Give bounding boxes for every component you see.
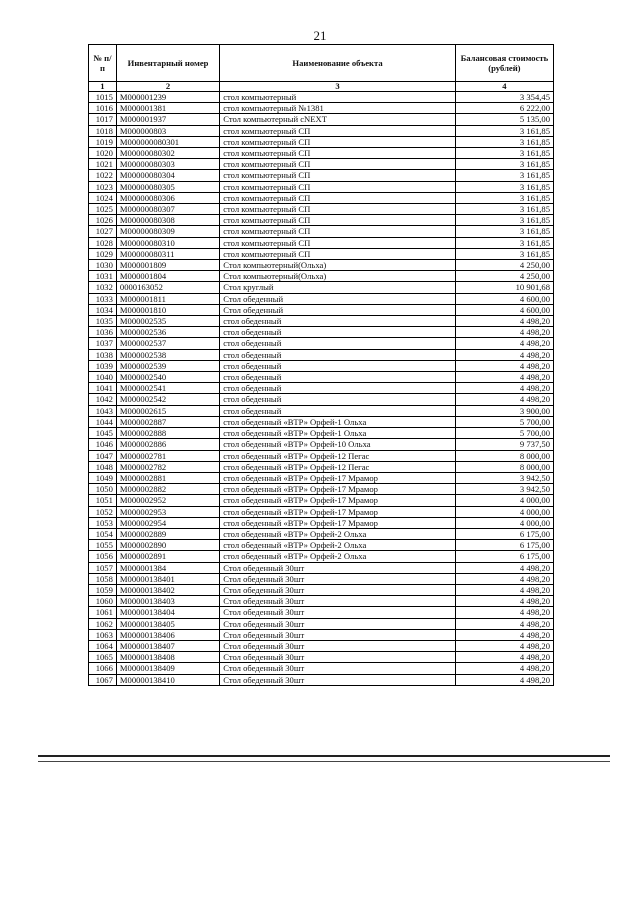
table-row — [89, 607, 554, 618]
balance-cost: 3 161,85 — [455, 181, 553, 192]
inventory-number: 0000163052 — [116, 282, 219, 293]
balance-cost: 3 161,85 — [455, 192, 553, 203]
header-balance-cost: Балансовая стоимость (рублей) — [455, 45, 553, 82]
object-name: стол компьютерный СП — [220, 248, 456, 259]
balance-cost: 4 498,20 — [455, 383, 553, 394]
table-row — [89, 573, 554, 584]
row-number: 1041 — [89, 383, 117, 394]
balance-cost: 3 161,85 — [455, 136, 553, 147]
inventory-number: М000002887 — [116, 416, 219, 427]
balance-cost: 4 498,20 — [455, 596, 553, 607]
row-number: 1061 — [89, 607, 117, 618]
object-name: Стол компьютерный cNEXT — [220, 114, 456, 125]
inventory-number: М00000138409 — [116, 663, 219, 674]
table-row — [89, 260, 554, 271]
table-row — [89, 428, 554, 439]
table-row — [89, 663, 554, 674]
balance-cost: 4 600,00 — [455, 293, 553, 304]
row-number: 1050 — [89, 484, 117, 495]
inventory-number: М000001384 — [116, 562, 219, 573]
object-name: стол обеденный «ВТР» Орфей-17 Мрамор — [220, 506, 456, 517]
table-row — [89, 293, 554, 304]
object-name: Стол обеденный 30шт — [220, 663, 456, 674]
balance-cost: 6 222,00 — [455, 103, 553, 114]
table-row — [89, 215, 554, 226]
inventory-number: М000001811 — [116, 293, 219, 304]
header-inventory-number: Инвентарный номер — [116, 45, 219, 82]
balance-cost: 4 498,20 — [455, 327, 553, 338]
row-number: 1033 — [89, 293, 117, 304]
inventory-number: М000002536 — [116, 327, 219, 338]
row-number: 1040 — [89, 372, 117, 383]
inventory-number: М000002888 — [116, 428, 219, 439]
row-number: 1031 — [89, 271, 117, 282]
inventory-number: М00000080302 — [116, 148, 219, 159]
row-number: 1017 — [89, 114, 117, 125]
inventory-number: М000001809 — [116, 260, 219, 271]
table-row — [89, 640, 554, 651]
balance-cost: 4 000,00 — [455, 506, 553, 517]
row-number: 1059 — [89, 584, 117, 595]
header-num: № п/п — [89, 45, 117, 82]
object-name: стол обеденный «ВТР» Орфей-17 Мрамор — [220, 517, 456, 528]
inventory-number: М000002535 — [116, 316, 219, 327]
table-row — [89, 170, 554, 181]
object-name: стол компьютерный — [220, 92, 456, 103]
row-number: 1035 — [89, 316, 117, 327]
balance-cost: 4 498,20 — [455, 629, 553, 640]
object-name: стол компьютерный СП — [220, 170, 456, 181]
table-row — [89, 372, 554, 383]
balance-cost: 4 250,00 — [455, 260, 553, 271]
object-name: стол обеденный — [220, 372, 456, 383]
balance-cost: 4 250,00 — [455, 271, 553, 282]
table-body — [89, 92, 554, 686]
object-name: стол обеденный «ВТР» Орфей-2 Ольха — [220, 551, 456, 562]
footer-divider-thin — [38, 761, 610, 762]
table-row — [89, 562, 554, 573]
inventory-number: М000002781 — [116, 450, 219, 461]
object-name: стол компьютерный СП — [220, 204, 456, 215]
inventory-number: М00000138408 — [116, 652, 219, 663]
balance-cost: 10 901,68 — [455, 282, 553, 293]
inventory-number: М000000080301 — [116, 136, 219, 147]
footer-divider — [38, 755, 610, 757]
balance-cost: 4 498,20 — [455, 394, 553, 405]
object-name: Стол обеденный — [220, 293, 456, 304]
row-number: 1060 — [89, 596, 117, 607]
column-numbers-row — [89, 82, 554, 92]
row-number: 1023 — [89, 181, 117, 192]
inventory-number: М000001239 — [116, 92, 219, 103]
balance-cost: 4 498,20 — [455, 607, 553, 618]
inventory-number: М00000080307 — [116, 204, 219, 215]
table-row — [89, 450, 554, 461]
inventory-number: М00000138402 — [116, 584, 219, 595]
table-row — [89, 304, 554, 315]
row-number: 1048 — [89, 461, 117, 472]
row-number: 1037 — [89, 338, 117, 349]
balance-cost: 3 161,85 — [455, 148, 553, 159]
table-row — [89, 316, 554, 327]
balance-cost: 3 354,45 — [455, 92, 553, 103]
object-name: стол обеденный — [220, 383, 456, 394]
row-number: 1018 — [89, 125, 117, 136]
inventory-number: М000001810 — [116, 304, 219, 315]
object-name: стол обеденный «ВТР» Орфей-17 Мрамор — [220, 484, 456, 495]
balance-cost: 4 498,20 — [455, 640, 553, 651]
balance-cost: 3 161,85 — [455, 237, 553, 248]
table-row — [89, 204, 554, 215]
row-number: 1052 — [89, 506, 117, 517]
row-number: 1028 — [89, 237, 117, 248]
row-number: 1034 — [89, 304, 117, 315]
inventory-number: М00000138401 — [116, 573, 219, 584]
object-name: Стол обеденный 30шт — [220, 629, 456, 640]
inventory-number: М00000138410 — [116, 674, 219, 685]
inventory-number: М000002782 — [116, 461, 219, 472]
object-name: стол обеденный «ВТР» Орфей-2 Ольха — [220, 528, 456, 539]
object-name: стол обеденный — [220, 327, 456, 338]
table-header-row — [89, 45, 554, 82]
table-row — [89, 551, 554, 562]
object-name: стол обеденный «ВТР» Орфей-17 Мрамор — [220, 472, 456, 483]
table-row — [89, 629, 554, 640]
inventory-number: М000002890 — [116, 540, 219, 551]
object-name: стол обеденный — [220, 338, 456, 349]
inventory-number: М00000080304 — [116, 170, 219, 181]
inventory-number: М000002540 — [116, 372, 219, 383]
row-number: 1044 — [89, 416, 117, 427]
row-number: 1056 — [89, 551, 117, 562]
row-number: 1038 — [89, 349, 117, 360]
row-number: 1042 — [89, 394, 117, 405]
row-number: 1064 — [89, 640, 117, 651]
balance-cost: 5 700,00 — [455, 416, 553, 427]
row-number: 1027 — [89, 226, 117, 237]
object-name: стол обеденный — [220, 394, 456, 405]
inventory-number: М00000080310 — [116, 237, 219, 248]
inventory-number: М000002889 — [116, 528, 219, 539]
row-number: 1021 — [89, 159, 117, 170]
object-name: Стол круглый — [220, 282, 456, 293]
table-row — [89, 394, 554, 405]
balance-cost: 9 737,50 — [455, 439, 553, 450]
row-number: 1024 — [89, 192, 117, 203]
table-row — [89, 674, 554, 685]
table-row — [89, 652, 554, 663]
table-row — [89, 461, 554, 472]
table-row — [89, 349, 554, 360]
table-row — [89, 517, 554, 528]
column-number: 1 — [89, 82, 117, 92]
object-name: стол обеденный «ВТР» Орфей-2 Ольха — [220, 540, 456, 551]
object-name: Стол обеденный 30шт — [220, 596, 456, 607]
table-row — [89, 416, 554, 427]
table-row — [89, 271, 554, 282]
balance-cost: 4 498,20 — [455, 372, 553, 383]
row-number: 1062 — [89, 618, 117, 629]
balance-cost: 5 700,00 — [455, 428, 553, 439]
object-name: Стол обеденный 30шт — [220, 584, 456, 595]
row-number: 1043 — [89, 405, 117, 416]
object-name: стол компьютерный СП — [220, 237, 456, 248]
row-number: 1020 — [89, 148, 117, 159]
table-row — [89, 248, 554, 259]
balance-cost: 8 000,00 — [455, 461, 553, 472]
balance-cost: 6 175,00 — [455, 551, 553, 562]
table-row — [89, 226, 554, 237]
balance-cost: 3 900,00 — [455, 405, 553, 416]
table-row — [89, 148, 554, 159]
balance-cost: 4 498,20 — [455, 562, 553, 573]
balance-cost: 3 161,85 — [455, 125, 553, 136]
table-row — [89, 528, 554, 539]
table-row — [89, 584, 554, 595]
balance-cost: 3 161,85 — [455, 204, 553, 215]
inventory-number: М00000080306 — [116, 192, 219, 203]
page-number: 21 — [313, 28, 327, 43]
balance-cost: 3 161,85 — [455, 159, 553, 170]
object-name: стол обеденный — [220, 360, 456, 371]
row-number: 1039 — [89, 360, 117, 371]
inventory-number: М00000080305 — [116, 181, 219, 192]
inventory-number: М000002541 — [116, 383, 219, 394]
row-number: 1049 — [89, 472, 117, 483]
object-name: стол обеденный «ВТР» Орфей-12 Пегас — [220, 461, 456, 472]
object-name: стол компьютерный СП — [220, 215, 456, 226]
row-number: 1019 — [89, 136, 117, 147]
balance-cost: 3 161,85 — [455, 248, 553, 259]
row-number: 1032 — [89, 282, 117, 293]
inventory-number: М00000138406 — [116, 629, 219, 640]
row-number: 1030 — [89, 260, 117, 271]
inventory-number: М00000080309 — [116, 226, 219, 237]
inventory-number: М000001804 — [116, 271, 219, 282]
table-row — [89, 484, 554, 495]
inventory-table — [88, 44, 554, 686]
inventory-number: М000002615 — [116, 405, 219, 416]
table-row — [89, 618, 554, 629]
object-name: стол компьютерный СП — [220, 192, 456, 203]
table-row — [89, 92, 554, 103]
inventory-number: М000001937 — [116, 114, 219, 125]
row-number: 1063 — [89, 629, 117, 640]
balance-cost: 5 135,00 — [455, 114, 553, 125]
balance-cost: 6 175,00 — [455, 540, 553, 551]
row-number: 1058 — [89, 573, 117, 584]
inventory-number: М00000138403 — [116, 596, 219, 607]
balance-cost: 4 498,20 — [455, 674, 553, 685]
row-number: 1055 — [89, 540, 117, 551]
inventory-number: М00000080311 — [116, 248, 219, 259]
balance-cost: 4 498,20 — [455, 573, 553, 584]
table-row — [89, 383, 554, 394]
inventory-number: М000002954 — [116, 517, 219, 528]
object-name: стол обеденный «ВТР» Орфей-17 Мрамор — [220, 495, 456, 506]
column-number: 3 — [220, 82, 456, 92]
inventory-number: М00000138404 — [116, 607, 219, 618]
table-row — [89, 282, 554, 293]
table-row — [89, 114, 554, 125]
object-name: Стол компьютерный(Ольха) — [220, 260, 456, 271]
row-number: 1026 — [89, 215, 117, 226]
table-row — [89, 103, 554, 114]
inventory-number: М000000803 — [116, 125, 219, 136]
balance-cost: 4 000,00 — [455, 517, 553, 528]
table-row — [89, 439, 554, 450]
balance-cost: 8 000,00 — [455, 450, 553, 461]
table-row — [89, 136, 554, 147]
table-row — [89, 338, 554, 349]
row-number: 1025 — [89, 204, 117, 215]
row-number: 1047 — [89, 450, 117, 461]
object-name: стол компьютерный №1381 — [220, 103, 456, 114]
row-number: 1057 — [89, 562, 117, 573]
object-name: стол обеденный — [220, 405, 456, 416]
balance-cost: 4 498,20 — [455, 663, 553, 674]
row-number: 1045 — [89, 428, 117, 439]
balance-cost: 4 600,00 — [455, 304, 553, 315]
inventory-number: М000002891 — [116, 551, 219, 562]
column-number: 2 — [116, 82, 219, 92]
balance-cost: 3 942,50 — [455, 472, 553, 483]
balance-cost: 4 498,20 — [455, 360, 553, 371]
object-name: стол компьютерный СП — [220, 148, 456, 159]
row-number: 1015 — [89, 92, 117, 103]
object-name: стол обеденный «ВТР» Орфей-1 Ольха — [220, 428, 456, 439]
object-name: Стол обеденный — [220, 304, 456, 315]
object-name: стол компьютерный СП — [220, 159, 456, 170]
inventory-number: М000002537 — [116, 338, 219, 349]
balance-cost: 4 498,20 — [455, 584, 553, 595]
object-name: стол обеденный «ВТР» Орфей-10 Ольха — [220, 439, 456, 450]
inventory-number: М000002953 — [116, 506, 219, 517]
object-name: Стол обеденный 30шт — [220, 562, 456, 573]
inventory-number: М00000080308 — [116, 215, 219, 226]
object-name: стол компьютерный СП — [220, 125, 456, 136]
header-object-name: Наименование объекта — [220, 45, 456, 82]
inventory-number: М000002542 — [116, 394, 219, 405]
balance-cost: 3 161,85 — [455, 170, 553, 181]
balance-cost: 4 498,20 — [455, 618, 553, 629]
row-number: 1046 — [89, 439, 117, 450]
object-name: стол обеденный «ВТР» Орфей-1 Ольха — [220, 416, 456, 427]
table-row — [89, 495, 554, 506]
inventory-number: М000002882 — [116, 484, 219, 495]
object-name: Стол обеденный 30шт — [220, 652, 456, 663]
object-name: стол компьютерный СП — [220, 136, 456, 147]
row-number: 1022 — [89, 170, 117, 181]
inventory-number: М00000080303 — [116, 159, 219, 170]
table-row — [89, 125, 554, 136]
object-name: стол обеденный «ВТР» Орфей-12 Пегас — [220, 450, 456, 461]
balance-cost: 3 161,85 — [455, 226, 553, 237]
inventory-number: М000002952 — [116, 495, 219, 506]
row-number: 1016 — [89, 103, 117, 114]
row-number: 1054 — [89, 528, 117, 539]
inventory-number: М00000138405 — [116, 618, 219, 629]
table-row — [89, 360, 554, 371]
row-number: 1029 — [89, 248, 117, 259]
row-number: 1066 — [89, 663, 117, 674]
balance-cost: 4 000,00 — [455, 495, 553, 506]
object-name: стол компьютерный СП — [220, 181, 456, 192]
balance-cost: 3 942,50 — [455, 484, 553, 495]
inventory-number: М000002886 — [116, 439, 219, 450]
balance-cost: 4 498,20 — [455, 349, 553, 360]
table-row — [89, 472, 554, 483]
object-name: стол обеденный — [220, 316, 456, 327]
balance-cost: 6 175,00 — [455, 528, 553, 539]
object-name: Стол обеденный 30шт — [220, 618, 456, 629]
table-row — [89, 181, 554, 192]
row-number: 1065 — [89, 652, 117, 663]
object-name: Стол обеденный 30шт — [220, 674, 456, 685]
table-row — [89, 405, 554, 416]
inventory-number: М000002538 — [116, 349, 219, 360]
balance-cost: 4 498,20 — [455, 338, 553, 349]
table-row — [89, 327, 554, 338]
column-number: 4 — [455, 82, 553, 92]
object-name: стол компьютерный СП — [220, 226, 456, 237]
inventory-number: М00000138407 — [116, 640, 219, 651]
table-row — [89, 596, 554, 607]
object-name: стол обеденный — [220, 349, 456, 360]
table-row — [89, 237, 554, 248]
inventory-number: М000001381 — [116, 103, 219, 114]
row-number: 1036 — [89, 327, 117, 338]
object-name: Стол обеденный 30шт — [220, 607, 456, 618]
balance-cost: 3 161,85 — [455, 215, 553, 226]
balance-cost: 4 498,20 — [455, 652, 553, 663]
table-row — [89, 192, 554, 203]
object-name: Стол обеденный 30шт — [220, 640, 456, 651]
row-number: 1067 — [89, 674, 117, 685]
table-row — [89, 159, 554, 170]
table-row — [89, 540, 554, 551]
row-number: 1053 — [89, 517, 117, 528]
table-row — [89, 506, 554, 517]
inventory-number: М000002881 — [116, 472, 219, 483]
balance-cost: 4 498,20 — [455, 316, 553, 327]
row-number: 1051 — [89, 495, 117, 506]
object-name: Стол обеденный 30шт — [220, 573, 456, 584]
inventory-number: М000002539 — [116, 360, 219, 371]
object-name: Стол компьютерный(Ольха) — [220, 271, 456, 282]
